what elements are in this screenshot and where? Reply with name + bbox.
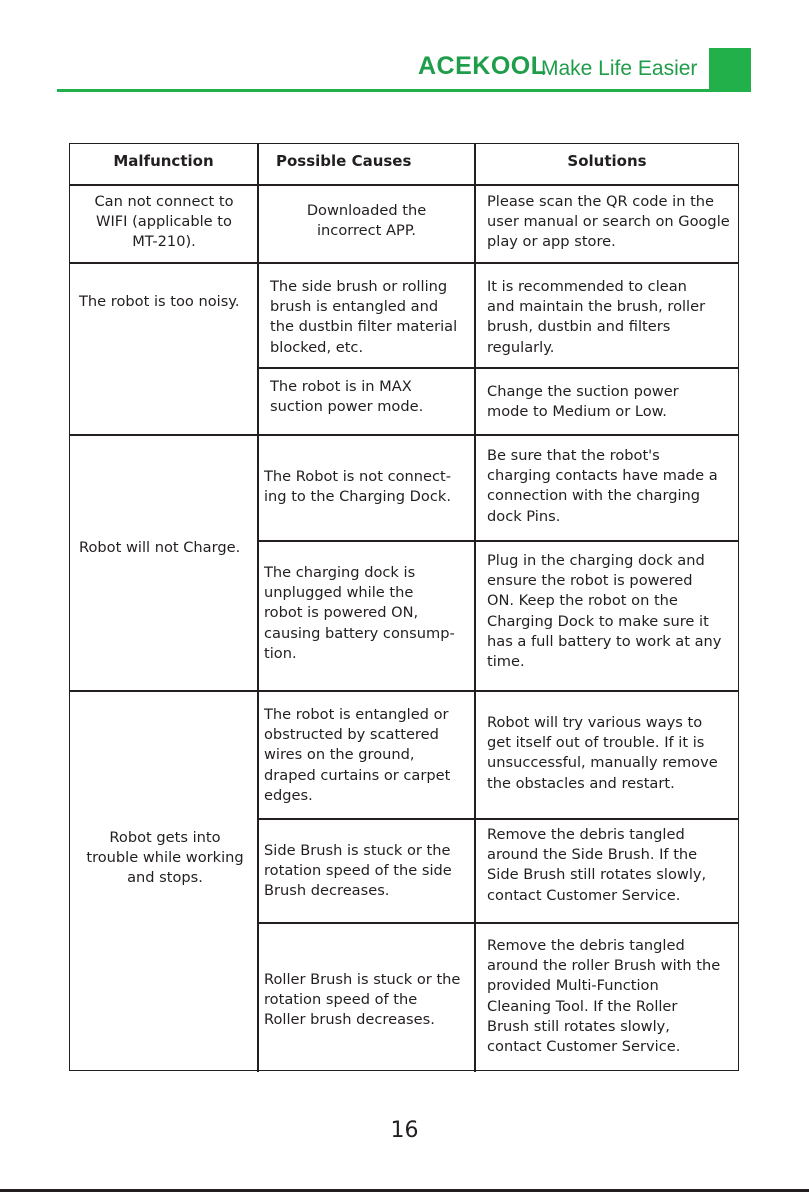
cause-side-brush-stuck: Side Brush is stuck or the rotation speed of the side Brush decreases.: [264, 842, 452, 900]
cause-not-connecting-dock: The Robot is not connect- ing to the Charging Dock.: [264, 468, 452, 506]
subrow-divider: [257, 922, 739, 924]
column-divider: [257, 143, 259, 1072]
column-header-malfunction: Malfunction: [113, 152, 214, 170]
cause-roller-brush-stuck: Roller Brush is stuck or the rotation speed of the Roller brush decreases.: [264, 971, 461, 1029]
malfunction-no-charge: Robot will not Charge.: [79, 539, 241, 556]
page-number: 16: [390, 1118, 419, 1143]
cause-max-suction: The robot is in MAX suction power mode.: [270, 378, 424, 416]
subrow-divider: [257, 540, 739, 542]
header-accent-block: [709, 48, 751, 90]
subrow-divider: [257, 367, 739, 369]
malfunction-wifi: Can not connect to WIFI (applicable to MT-210).: [94, 193, 234, 251]
malfunction-noisy: The robot is too noisy.: [79, 293, 240, 310]
solution-scan-qr: Please scan the QR code in the user manual or search on Google play or app store.: [487, 193, 730, 251]
column-divider: [474, 143, 476, 1072]
solution-clean-maintain: It is recommended to clean and maintain the brush, roller brush, dustbin and filters regularly.: [487, 278, 706, 356]
solution-robot-escape: Robot will try various ways to get itself out of trouble. If it is unsuccessful, manually remove the obstacles and restart.: [487, 714, 718, 792]
subrow-divider: [257, 818, 739, 820]
malfunction-stuck: Robot gets into trouble while working and stops.: [86, 829, 244, 887]
row-divider: [69, 184, 739, 186]
solution-change-suction: Change the suction power mode to Medium or Low.: [487, 383, 679, 421]
solution-plug-in-dock: Plug in the charging dock and ensure the robot is powered ON. Keep the robot on the Charging Dock to make sure it has a full battery to work at any time.: [487, 552, 722, 671]
cause-dock-unplugged: The charging dock is unplugged while the robot is powered ON, causing battery consump- tion.: [264, 564, 455, 662]
solution-remove-side-brush-debris: Remove the debris tangled around the Side Brush. If the Side Brush still rotates slowly, contact Customer Service.: [487, 826, 707, 904]
cause-entangled-obstructed: The robot is entangled or obstructed by scattered wires on the ground, draped curtains or carpet edges.: [264, 706, 451, 804]
header-rule: [57, 89, 751, 92]
row-divider: [69, 434, 739, 436]
cause-brush-entangled: The side brush or rolling brush is entangled and the dustbin filter material blocked, etc.: [270, 278, 458, 356]
cause-incorrect-app: Downloaded the incorrect APP.: [306, 202, 427, 240]
row-divider: [69, 690, 739, 692]
solution-check-contacts: Be sure that the robot's charging contacts have made a connection with the charging dock Pins.: [487, 447, 718, 525]
solution-remove-roller-brush-debris: Remove the debris tangled around the roller Brush with the provided Multi-Function Cleaning Tool. If the Roller Brush still rotates slowly, contact Customer Service.: [487, 937, 721, 1056]
brand-tagline: Make Life Easier: [541, 57, 698, 80]
column-header-solutions: Solutions: [567, 152, 647, 170]
row-divider: [69, 262, 739, 264]
brand-logo: ACEKOOL: [418, 52, 547, 80]
column-header-possible-causes: Possible Causes: [276, 152, 412, 170]
